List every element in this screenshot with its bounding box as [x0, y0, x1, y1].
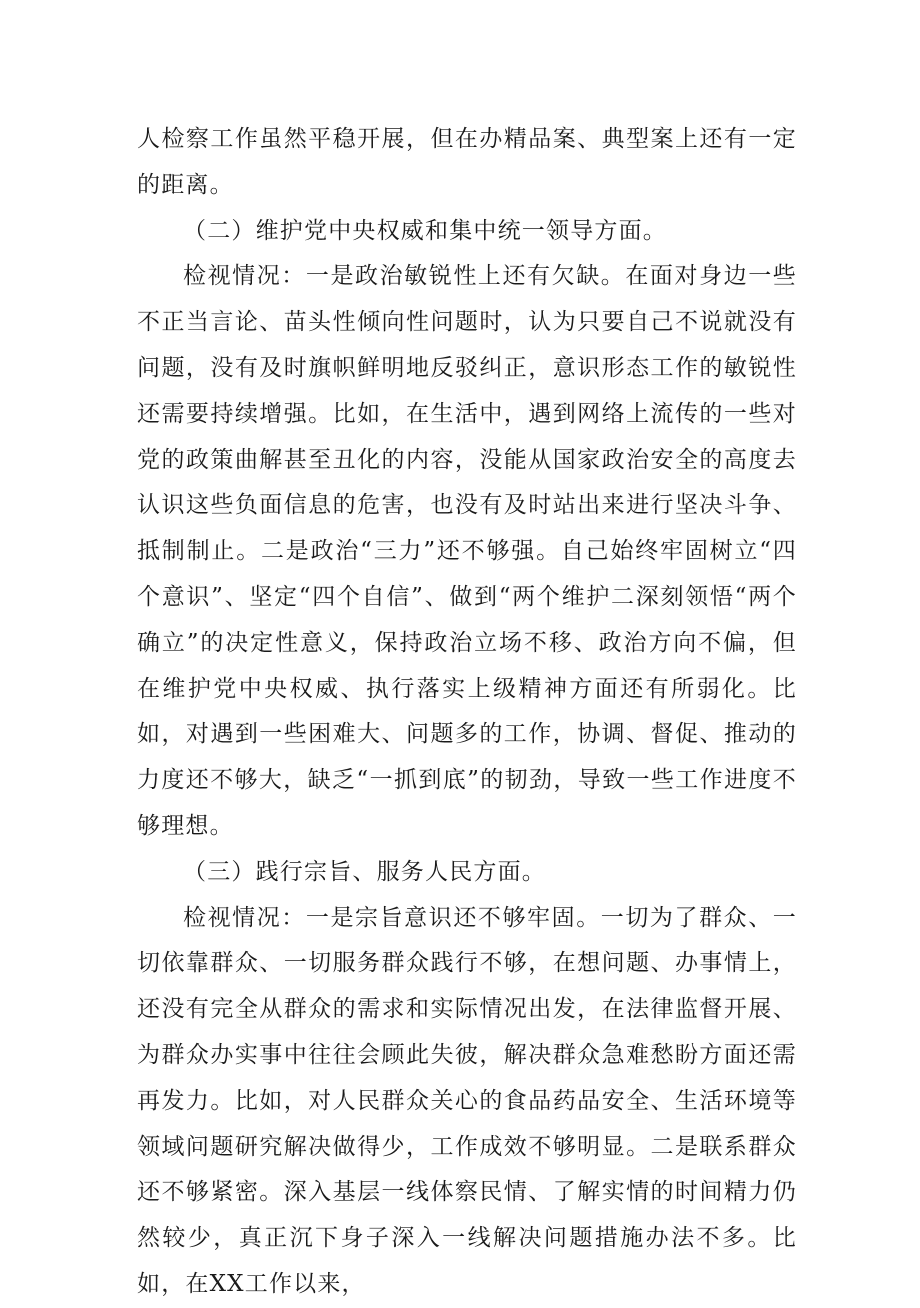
section-heading-3: （三）践行宗旨、服务人民方面。 — [183, 858, 546, 885]
paragraph-continuation: 人检察工作虽然平稳开展，但在办精品案、典型案上还有一定的距离。 — [137, 126, 797, 198]
section-heading-2: （二）维护党中央权威和集中统一领导方面。 — [183, 217, 667, 244]
paragraph-inspection-2: 检视情况：一是政治敏锐性上还有欠缺。在面对身边一些不正当言论、苗头性倾向性问题时，认为只要自己不说就没有问题，没有及时旗帜鲜明地反驳纠正，意识形态工作的敏锐性还需要持续增强。比如，在生活中，遇到网络上流传的一些对党的政策曲解甚至丑化的内容，没能从国家政治安全的高度去认识这些负面信息的危害，也没有及时站出来进行坚决斗争、抵制制止。二是政治“三力”还不够强。自己始终牢固树立“四个意识”、坚定“四个自信”、做到“两个维护二深刻领悟“两个确立”的决定性意义，保持政治立场不移、政治方向不偏，但在维护党中央权威、执行落实上级精神方面还有所弱化。比如，对遇到一些困难大、问题多的工作，协调、督促、推动的力度还不够大，缺乏“一抓到底”的韧劲，导致一些工作进度不够理想。 — [137, 263, 797, 839]
paragraph-inspection-3: 检视情况：一是宗旨意识还不够牢固。一切为了群众、一切依靠群众、一切服务群众践行不够，在想问题、办事情上，还没有完全从群众的需求和实际情况出发，在法律监督开展、为群众办实事中往往会顾此失彼，解决群众急难愁盼方面还需再发力。比如，对人民群众关心的食品药品安全、生活环境等领域问题研究解决做得少，工作成效不够明显。二是联系群众还不够紧密。深入基层一线体察民情、了解实情的时间精力仍然较少，真正沉下身子深入一线解决问题措施办法不多。比如，在XX工作以来， — [137, 904, 797, 1297]
document-body — [137, 117, 797, 1308]
